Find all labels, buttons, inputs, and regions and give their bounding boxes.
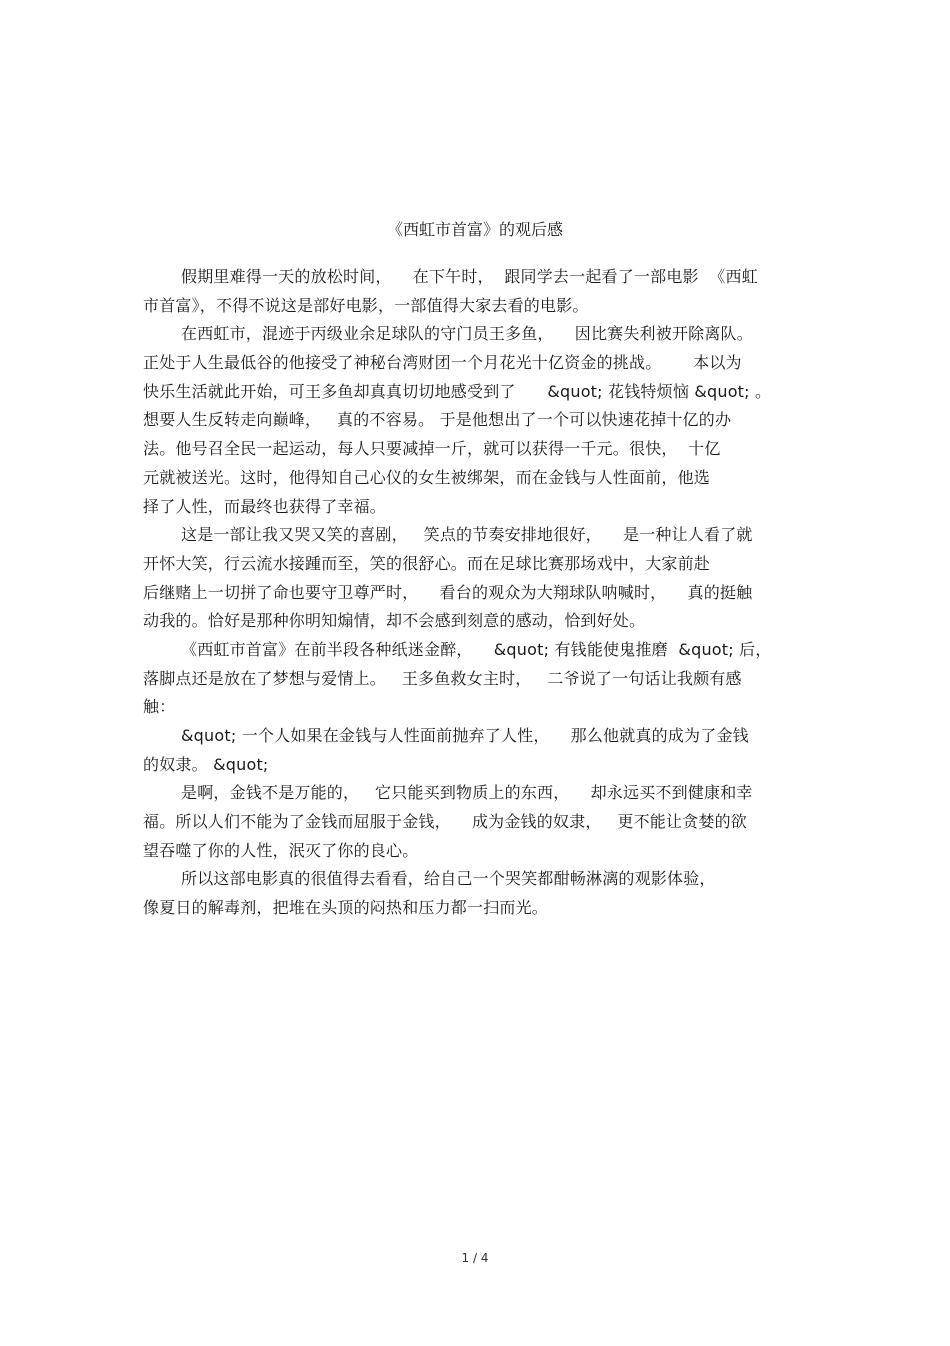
text-line: 动我的。恰好是那种你明知煽情，却不会感到刻意的感动，恰到好处。 [143, 611, 646, 631]
text-line: 正处于人生最低谷的他接受了神秘台湾财团一个月花光十亿资金的挑战。 本以为 [143, 353, 742, 373]
text-line: 在西虹市，混迹于丙级业余足球队的守门员王多鱼， 因比赛失利被开除离队。 [181, 324, 753, 344]
text-line: 元就被送光。这时，他得知自己心仪的女生被绑架，而在金钱与人性面前，他选 [143, 467, 711, 487]
page-number: 1 / 4 [461, 1251, 489, 1265]
text-line: &quot; 一个人如果在金钱与人性面前抛弃了人性， 那么他就真的成为了金钱 [181, 726, 749, 745]
text-line: 择了人性，而最终也获得了幸福。 [143, 496, 387, 516]
text-line: 像夏日的解毒剂，把堆在头顶的闷热和压力都一扫而光。 [143, 898, 549, 918]
text-line: 法。他号召全民一起运动，每人只要减掉一斤，就可以获得一千元。很快， 十亿 [143, 439, 721, 459]
text-line: 是啊，金钱不是万能的， 它只能买到物质上的东西， 却永远买不到健康和幸 [181, 783, 753, 803]
text-line: 《西虹市首富》在前半段各种纸迷金醉， &quot; 有钱能使鬼推磨 &quot; 后， [181, 639, 772, 659]
text-line: 想要人生反转走向巅峰， 真的不容易。 于是他想出了一个可以快速花掉十亿的办 [143, 410, 732, 430]
text-line: 开怀大笑，行云流水接踵而至，笑的很舒心。而在足球比赛那场戏中，大家前赴 [143, 553, 711, 573]
document-title: 《西虹市首富》的观后感 [386, 220, 563, 239]
text-line: 假期里难得一天的放松时间， 在下午时， 跟同学去一起看了一部电影 《西虹 [181, 267, 758, 286]
document-body [143, 263, 813, 923]
text-line: 落脚点还是放在了梦想与爱情上。 王多鱼救女主时， 二爷说了一句话让我颇有感 [143, 668, 742, 688]
text-line: 市首富》，不得不说这是部好电影，一部值得大家去看的电影。 [143, 295, 589, 315]
text-line: 快乐生活就此开始，可王多鱼却真真切切地感受到了 &quot; 花钱特烦恼 &quot; 。 [143, 381, 772, 401]
text-line: 福。所以人们不能为了金钱而屈服于金钱， 成为金钱的奴隶， 更不能让贪婪的欲 [143, 812, 748, 832]
text-line: 望吞噬了你的人性，泯灭了你的良心。 [143, 840, 419, 860]
text-line: 的奴隶。 &quot; [143, 754, 269, 774]
text-line: 触： [143, 697, 176, 717]
text-line: 所以这部电影真的很值得去看看，给自己一个哭笑都酣畅淋漓的观影体验， [181, 869, 716, 889]
text-line: 这是一部让我又哭又笑的喜剧， 笑点的节奏安排地很好， 是一种让人看了就 [181, 525, 753, 545]
text-line: 后继赌上一切拼了命也要守卫尊严时， 看台的观众为大翔球队呐喊时， 真的挺触 [143, 582, 753, 602]
